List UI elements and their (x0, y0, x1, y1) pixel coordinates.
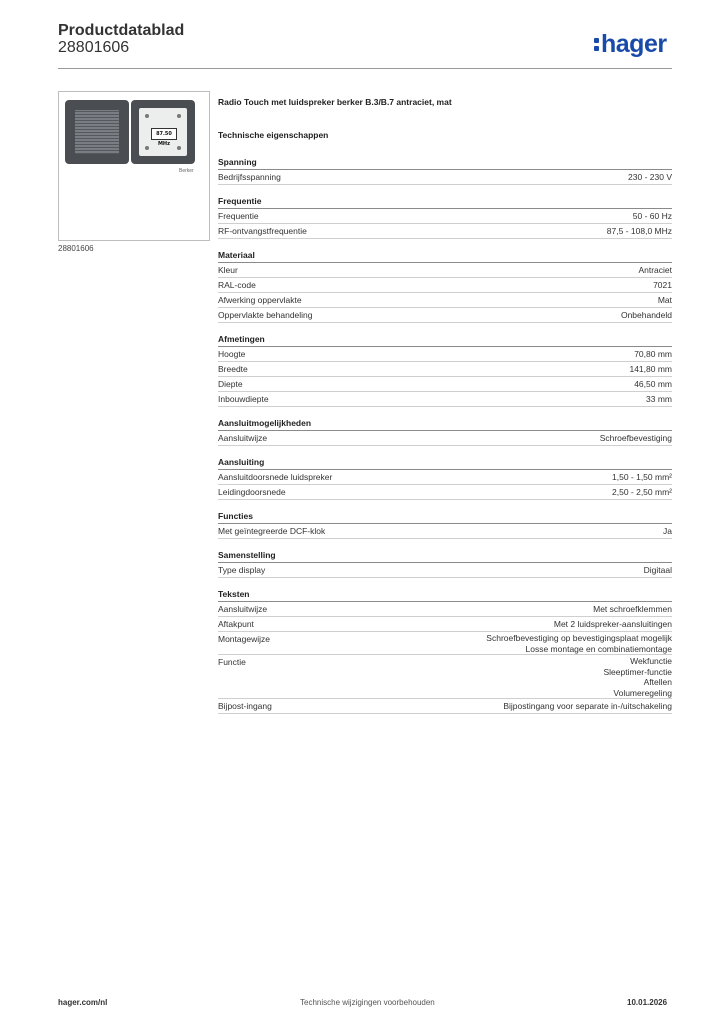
spec-group-title: Afmetingen (218, 333, 672, 347)
spec-row (218, 431, 672, 446)
radio-button-icon (177, 114, 181, 118)
spec-label: Frequentie (218, 211, 259, 221)
spec-group (218, 333, 672, 407)
spec-value-line: 230 - 230 V (628, 172, 672, 182)
image-caption: 28801606 (58, 244, 94, 253)
radio-button-icon (145, 114, 149, 118)
spec-row (218, 170, 672, 185)
spec-label: Hoogte (218, 349, 246, 359)
spec-label: Met geïntegreerde DCF-klok (218, 526, 326, 536)
spec-label: Leidingdoorsnede (218, 487, 286, 497)
spec-group-title: Aansluiting (218, 456, 672, 470)
spec-value-line: Met 2 luidspreker-aansluitingen (553, 619, 672, 629)
spec-group (218, 417, 672, 446)
footer-disclaimer: Technische wijzigingen voorbehouden (300, 998, 435, 1007)
spec-row (218, 602, 672, 617)
spec-label: RAL-code (218, 280, 256, 290)
spec-value (663, 525, 672, 538)
spec-value (612, 471, 672, 484)
radio-button-icon (177, 146, 181, 150)
spec-value-line: Schroefbevestiging op bevestigingsplaat mogelijk (486, 633, 672, 643)
spec-row (218, 209, 672, 224)
page-title: Productdatablad (58, 22, 185, 39)
spec-label: Diepte (218, 379, 243, 389)
header-divider (58, 68, 672, 69)
spec-row (218, 293, 672, 308)
spec-group-title: Spanning (218, 156, 672, 170)
logo-colon-mark (594, 30, 600, 52)
spec-value (646, 393, 672, 406)
speaker-frame (65, 100, 129, 164)
spec-label: Type display (218, 565, 266, 575)
radio-face (139, 108, 187, 156)
spec-row (218, 308, 672, 323)
spec-group-title: Samenstelling (218, 549, 672, 563)
spec-value-line: Volumeregeling (613, 687, 672, 698)
spec-value-line: Antraciet (638, 265, 672, 275)
spec-row (218, 617, 672, 632)
spec-value-line: 87,5 - 108,0 MHz (606, 226, 672, 236)
hager-logo (594, 30, 667, 59)
spec-value (628, 171, 672, 184)
spec-row (218, 485, 672, 500)
spec-value (612, 486, 672, 499)
spec-group-title: Materiaal (218, 249, 672, 263)
spec-value-line: Onbehandeld (620, 310, 672, 320)
spec-value-line: Met schroefklemmen (593, 604, 672, 614)
spec-row (218, 524, 672, 539)
spec-value-line: Schroefbevestiging (599, 433, 672, 443)
spec-value-line: 141,80 mm (629, 364, 672, 374)
spec-value-line: Losse montage en combinatiemontage (525, 643, 672, 654)
spec-value-line: Mat (657, 295, 672, 305)
spec-value-line: 7021 (653, 280, 672, 290)
spec-row (218, 470, 672, 485)
spec-label: Montagewijze (218, 634, 270, 644)
spec-group (218, 249, 672, 323)
spec-value (653, 279, 672, 292)
radio-display: 87.50 MHz (151, 128, 177, 140)
spec-group (218, 510, 672, 539)
spec-label: Afwerking oppervlakte (218, 295, 302, 305)
frame-brand-label: Berker (179, 168, 194, 174)
spec-label: Aansluitdoorsnede luidspreker (218, 472, 333, 482)
spec-value-line: Digitaal (643, 565, 672, 575)
spec-value-line: Wekfunctie (630, 656, 672, 666)
product-image (58, 91, 210, 241)
logo-text: hager (601, 30, 667, 58)
spec-group (218, 195, 672, 239)
spec-value (633, 210, 672, 223)
spec-row (218, 655, 672, 699)
spec-group-title: Teksten (218, 588, 672, 602)
spec-group (218, 588, 672, 714)
speaker-grille (75, 110, 119, 154)
spec-value (593, 603, 672, 616)
spec-label: Inbouwdiepte (218, 394, 269, 404)
product-title: Radio Touch met luidspreker berker B.3/B.7 antraciet, mat (218, 97, 452, 107)
spec-label: Aansluitwijze (218, 604, 268, 614)
spec-group-title: Aansluitmogelijkheden (218, 417, 672, 431)
spec-group (218, 156, 672, 185)
spec-value (621, 309, 672, 322)
spec-row (218, 377, 672, 392)
spec-label: Bedrijfsspanning (218, 172, 281, 182)
spec-group-title: Functies (218, 510, 672, 524)
spec-row (218, 632, 672, 655)
spec-value-line: Ja (663, 526, 672, 536)
spec-label: Aftakpunt (218, 619, 254, 629)
spec-row (218, 263, 672, 278)
spec-value-line: Bijpostingang voor separate in-/uitschakeling (503, 701, 672, 711)
spec-value-line: 33 mm (646, 394, 672, 404)
spec-value (638, 264, 672, 277)
spec-value (603, 656, 672, 698)
spec-label: Bijpost-ingang (218, 701, 272, 711)
spec-label: Breedte (218, 364, 248, 374)
section-title: Technische eigenschappen (218, 130, 329, 140)
spec-value (607, 225, 672, 238)
spec-group (218, 549, 672, 578)
spec-value-line: 2,50 - 2,50 mm² (612, 487, 672, 497)
spec-label: Aansluitwijze (218, 433, 268, 443)
spec-value-line: 1,50 - 1,50 mm² (612, 472, 672, 482)
spec-row (218, 699, 672, 714)
spec-label: Kleur (218, 265, 238, 275)
spec-group-title: Frequentie (218, 195, 672, 209)
product-number: 28801606 (58, 39, 130, 56)
spec-table (218, 156, 672, 724)
spec-row (218, 362, 672, 377)
footer-website: hager.com/nl (58, 998, 108, 1007)
footer-date: 10.01.2026 (627, 998, 668, 1007)
spec-value (634, 378, 672, 391)
spec-value (554, 618, 672, 631)
spec-row (218, 347, 672, 362)
spec-row (218, 278, 672, 293)
spec-row (218, 392, 672, 407)
spec-value-line: 46,50 mm (634, 379, 672, 389)
spec-value (634, 348, 672, 361)
radio-frame (131, 100, 195, 164)
spec-value (644, 564, 672, 577)
spec-group (218, 456, 672, 500)
spec-value (486, 633, 672, 654)
spec-value (658, 294, 672, 307)
spec-value (503, 700, 672, 713)
spec-label: Functie (218, 657, 246, 667)
spec-value-line: Sleeptimer-functie (603, 666, 672, 677)
spec-label: RF-ontvangstfrequentie (218, 226, 307, 236)
spec-value-line: Aftellen (643, 677, 672, 687)
radio-button-icon (145, 146, 149, 150)
spec-row (218, 224, 672, 239)
spec-label: Oppervlakte behandeling (218, 310, 313, 320)
spec-value-line: 50 - 60 Hz (632, 211, 672, 221)
spec-value (600, 432, 672, 445)
spec-row (218, 563, 672, 578)
spec-value-line: 70,80 mm (634, 349, 672, 359)
spec-value (629, 363, 672, 376)
